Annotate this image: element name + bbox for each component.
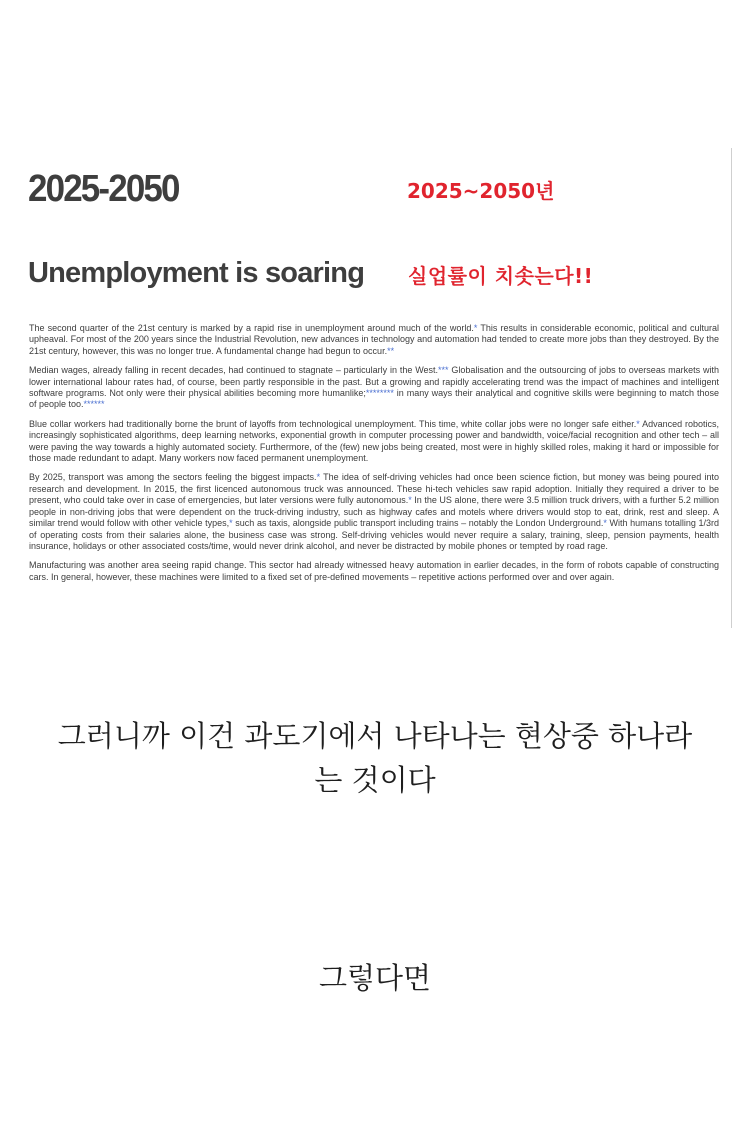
embedded-article-image (0, 148, 732, 628)
year-range-heading: 2025-2050 (28, 168, 179, 210)
footnote-marker: ******** (365, 388, 394, 399)
footnote-marker: * (408, 495, 412, 506)
article-paragraph: Median wages, already falling in recent decades, had continued to stagnate – particularly in the West.*** Globalisation and the outsourcing of jobs to overseas markets with lower international labour rates had, of course, been partly responsible in the past. But a growing and rapidly accelerating trend was the impact of machines and intelligent software programs. Not only were their physical abilities becoming more humanlike;******** in many ways their analytical and cognitive skills were beginning to match those of people too.****** (29, 365, 719, 410)
footnote-marker: *** (438, 365, 449, 376)
footnote-marker: * (316, 472, 321, 483)
caption-line: 는 것이다 (314, 763, 436, 797)
caption-line: 그러니까 이건 과도기에서 나타나는 현상중 하나라 (57, 719, 693, 753)
year-range-korean-annotation: 2025~2050년 (407, 179, 555, 203)
headline-korean-annotation: 실업률이 치솟는다!! (408, 264, 594, 288)
article-paragraph: By 2025, transport was among the sectors feeling the biggest impacts.* The idea of self-driving vehicles had once been science fiction, but money was being poured into research and development. In 2015, the first licenced autonomous truck was announced. These hi-tech vehicles saw rapid adoption. Initially they required a driver to be present, who could take over in case of emergencies, but later versions were fully autonomous.* In the US alone, there were 3.5 million truck drivers, with a further 5.2 million people in non-driving jobs that were dependent on the truck-driving industry, such as highway cafes and motels where drivers would stop to eat, drink, rest and sleep. A similar trend would follow with other vehicle types,* such as taxis, alongside public transport including trains – notably the London Underground.* With humans totalling 1/3rd of operating costs from their salaries alone, the business case was strong. Self-driving vehicles would never require a salary, training, sleep, pension payments, health insurance, holidays or other associated costs/time, would never drink alcohol, and never be distracted by mobile phones or tempted by road rage. (29, 472, 719, 551)
article-headline: Unemployment is soaring (28, 257, 365, 289)
article-paragraph: Manufacturing was another area seeing rapid change. This sector had already witnessed heavy automation in earlier decades, in the form of robots capable of constructing cars. In general, however, these machines were limited to a fixed set of pre-defined movements – repetitive actions performed over and over again. (29, 560, 719, 582)
article-paragraph: Blue collar workers had traditionally borne the brunt of layoffs from technological unemployment. This time, white collar jobs were no longer safe either.* Advanced robotics, increasingly sophisticated algorithms, deep learning networks, exponential growth in computer processing power and bandwidth, voice/facial recognition and other tech – all were paving the way towards a highly automated society. Furthermore, of the (few) new jobs being created, most were in highly skilled roles, making it hard or impossible for those made redundant to adapt. Many workers now faced permanent unemployment. (29, 418, 719, 464)
footnote-marker: * (636, 418, 640, 429)
footnote-marker: * (229, 518, 233, 529)
footnote-marker: ** (387, 345, 395, 356)
caption-text-second: 그렇다면 (318, 961, 432, 995)
article-body (29, 323, 719, 591)
footnote-marker: * (473, 323, 478, 333)
footnote-marker: ****** (83, 399, 105, 410)
caption-text (0, 714, 750, 802)
article-paragraph: The second quarter of the 21st century is marked by a rapid rise in unemployment around much of the world.* This results in considerable economic, political and cultural upheaval. For most of the 200 years since the Industrial Revolution, new advances in technology and automation had tended to create more jobs than they destroyed. By the 21st century, however, this was no longer true. A fundamental change had begun to occur.** (29, 323, 719, 356)
footnote-marker: * (603, 518, 607, 529)
